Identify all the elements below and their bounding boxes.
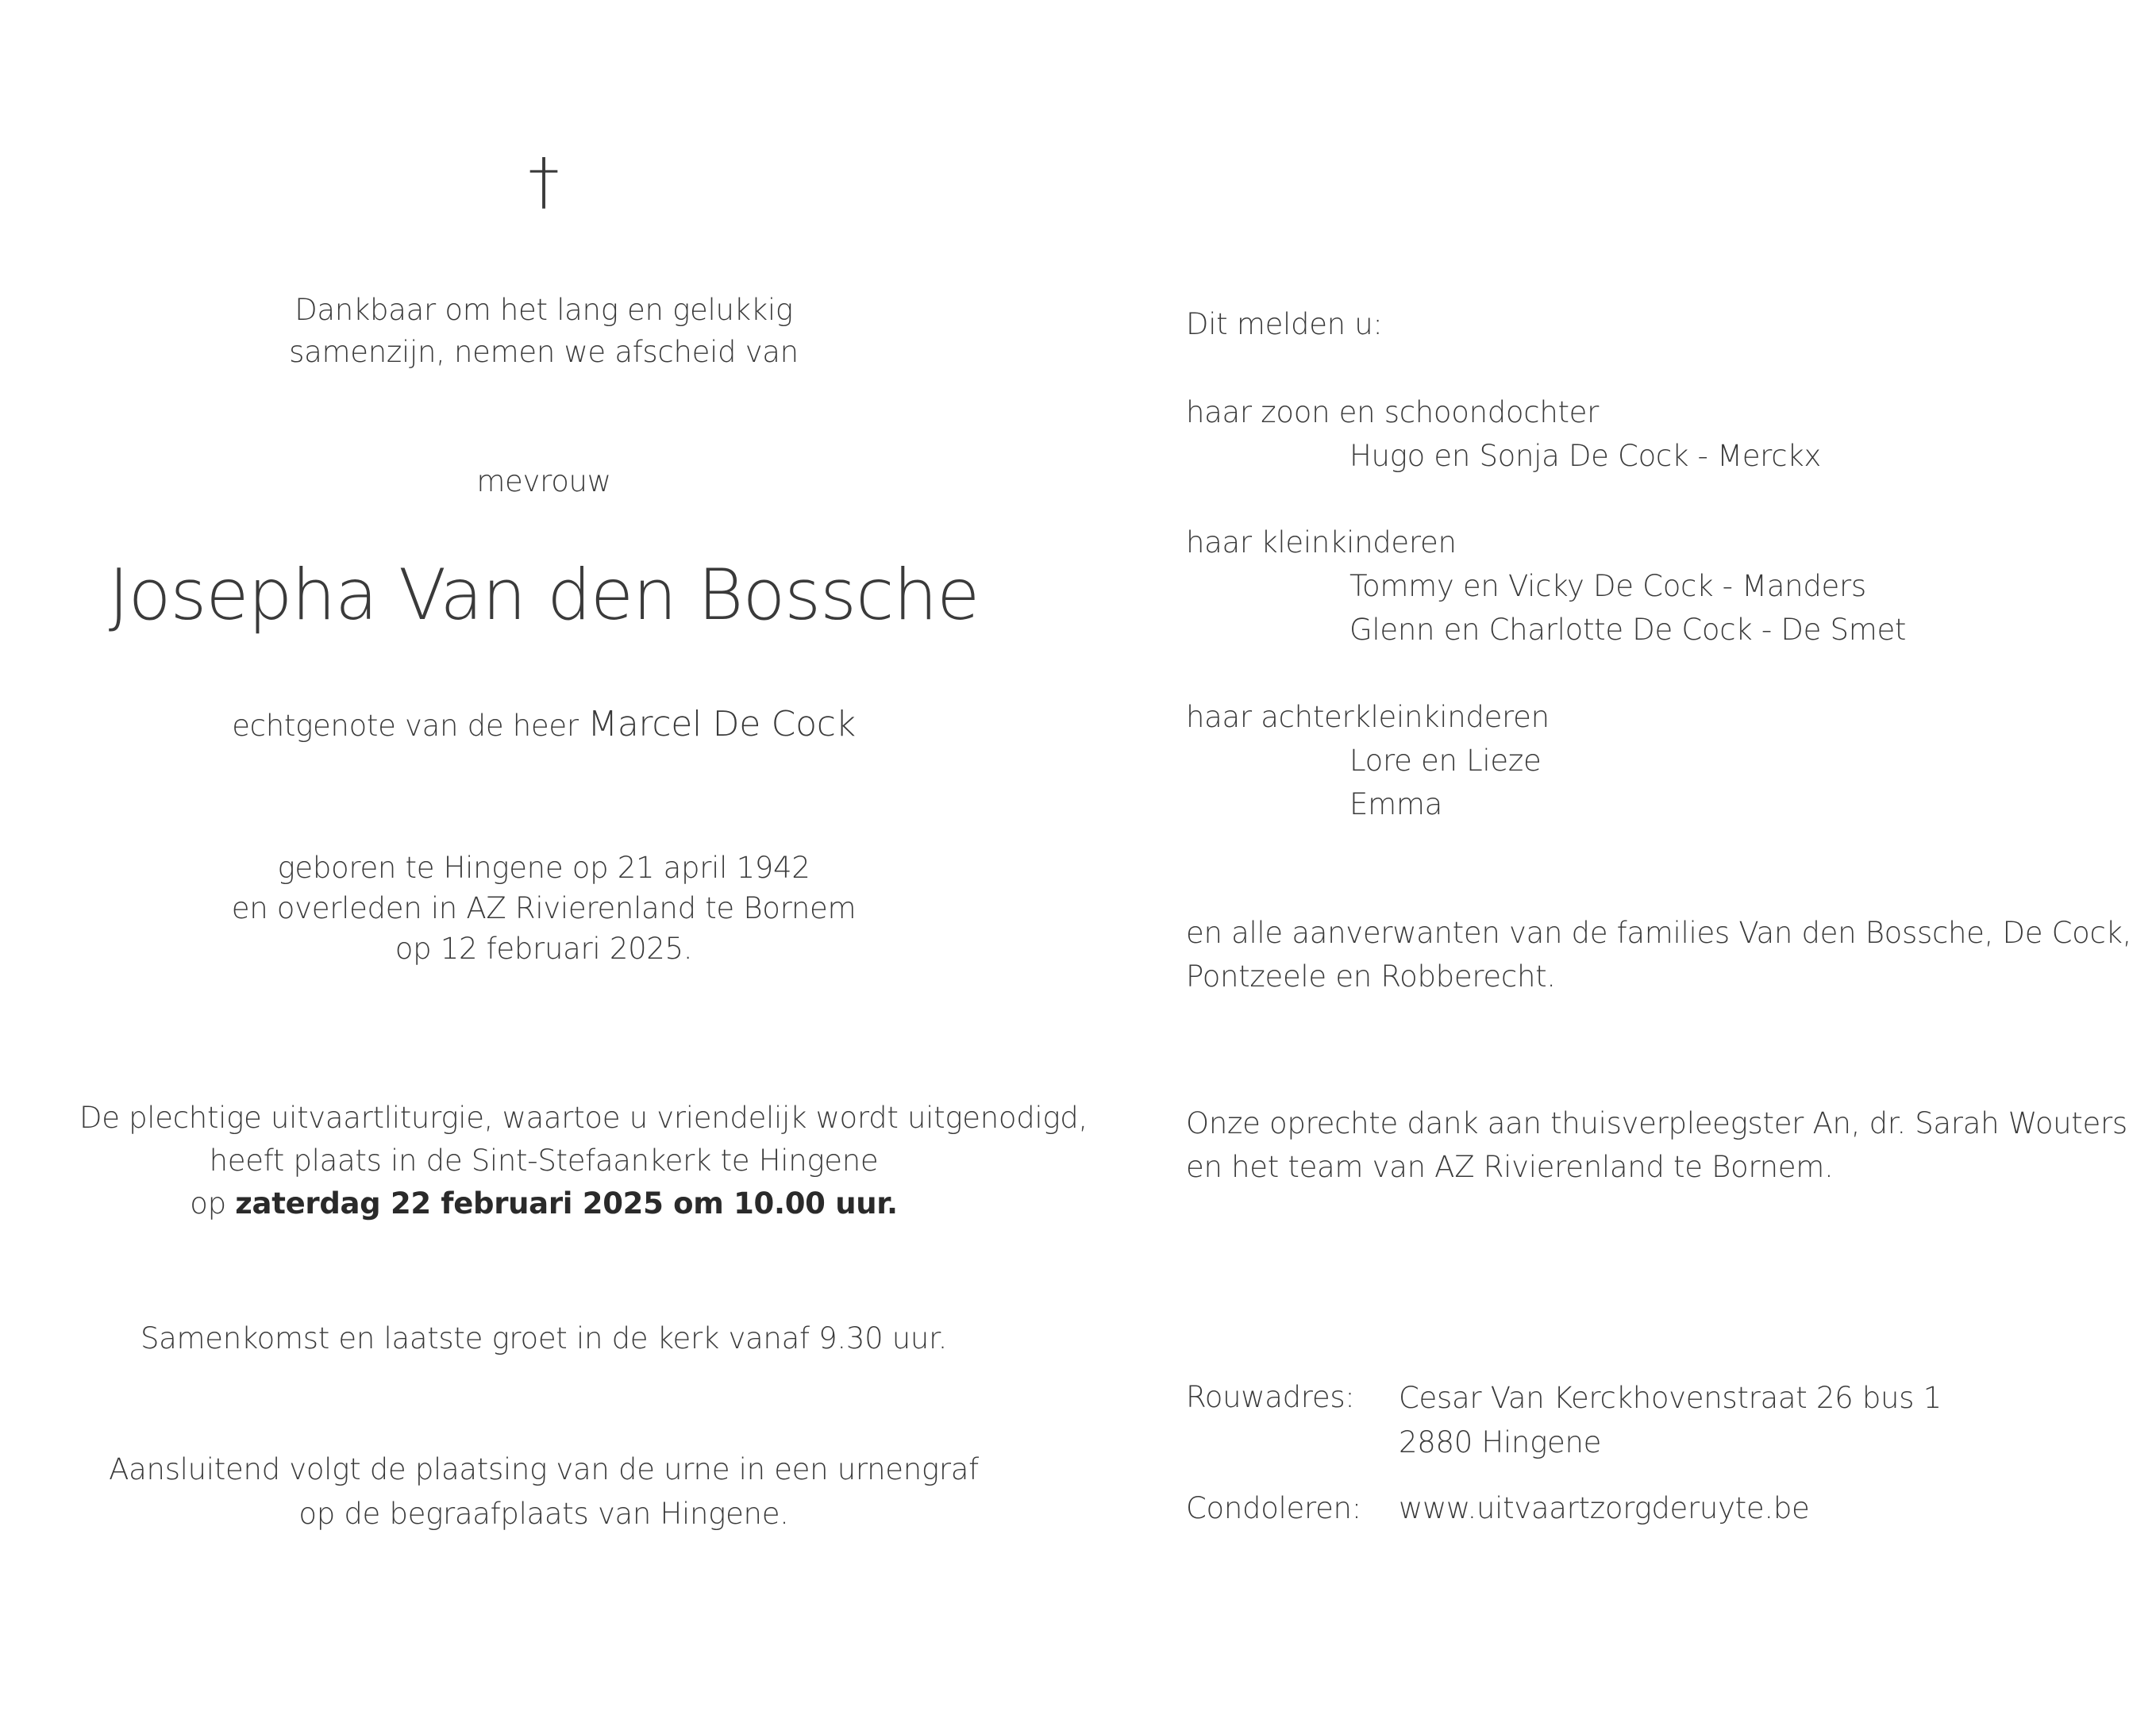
birth-death-line: geboren te Hingene op 21 april 1942 (277, 851, 810, 885)
spouse-line (79, 703, 1008, 747)
family-group-label: haar achterkleinkinderen (1186, 700, 1550, 734)
relatives-line: Pontzeele en Robberecht. (1186, 959, 1556, 994)
address-label: Rouwadres: (1186, 1380, 1355, 1414)
family-group-great-grandchildren (1186, 695, 1550, 826)
relatives-text (1186, 911, 2131, 998)
spouse-prefix: echtgenote van de heer (232, 709, 588, 743)
address-value (1399, 1376, 1942, 1465)
relatives-line: en alle aanverwanten van de families Van den Bossche, De Cock, (1186, 916, 2132, 950)
burial-line: Aansluitend volgt de plaatsing van de urne in een urnengraf (109, 1452, 979, 1486)
address-line: 2880 Hingene (1399, 1425, 1602, 1459)
deceased-name: Josepha Van den Bossche (108, 554, 980, 636)
family-member: Lore en Lieze (1349, 744, 1542, 778)
salutation: mevrouw (476, 464, 611, 498)
intro-line: samenzijn, nemen we afscheid van (289, 335, 799, 369)
birth-death-line: op 12 februari 2025. (395, 932, 693, 966)
cross-icon: † (528, 146, 560, 217)
spouse-name: Marcel De Cock (587, 704, 856, 744)
service-date-line (79, 1182, 1008, 1225)
thanks-line: Onze oprechte dank aan thuisverpleegster An, dr. Sarah Wouters (1186, 1106, 2127, 1140)
service-date-prefix: op (190, 1186, 236, 1221)
gathering-text: Samenkomst en laatste groet in de kerk vanaf 9.30 uur. (140, 1321, 948, 1355)
service-line: De plechtige uitvaartliturgie, waartoe u vriendelijk wordt uitgenodigd, (79, 1101, 1088, 1135)
service-line: heeft plaats in de Sint-Stefaankerk te Hingene (209, 1144, 879, 1178)
burial-text (79, 1448, 1008, 1536)
service-text (79, 1097, 1088, 1225)
thanks-text (1186, 1102, 2127, 1189)
address-line: Cesar Van Kerckhovenstraat 26 bus 1 (1399, 1381, 1942, 1415)
family-member: Tommy en Vicky De Cock - Manders (1349, 569, 1866, 603)
birth-death-line: en overleden in AZ Rivierenland te Bornem (231, 891, 857, 925)
intro-text (79, 289, 1008, 373)
condolence-label: Condoleren: (1186, 1491, 1361, 1525)
family-member: Emma (1349, 787, 1442, 821)
burial-line: op de begraafplaats van Hingene. (298, 1497, 789, 1531)
family-member: Hugo en Sonja De Cock - Merckx (1349, 439, 1822, 473)
announce-text: Dit melden u: (1186, 307, 1383, 341)
service-date: zaterdag 22 februari 2025 om 10.00 uur. (235, 1186, 898, 1221)
family-group-son (1186, 390, 1821, 478)
intro-line: Dankbaar om het lang en gelukkig (295, 293, 793, 327)
condolence-link[interactable]: www.uitvaartzorgderuyte.be (1399, 1491, 1810, 1525)
family-member: Glenn en Charlotte De Cock - De Smet (1349, 613, 1907, 647)
thanks-line: en het team van AZ Rivierenland te Bornem. (1186, 1150, 1834, 1184)
birth-death-text (79, 848, 1008, 969)
family-group-grandchildren (1186, 521, 1906, 652)
family-group-label: haar zoon en schoondochter (1186, 395, 1600, 429)
family-group-label: haar kleinkinderen (1186, 525, 1457, 559)
